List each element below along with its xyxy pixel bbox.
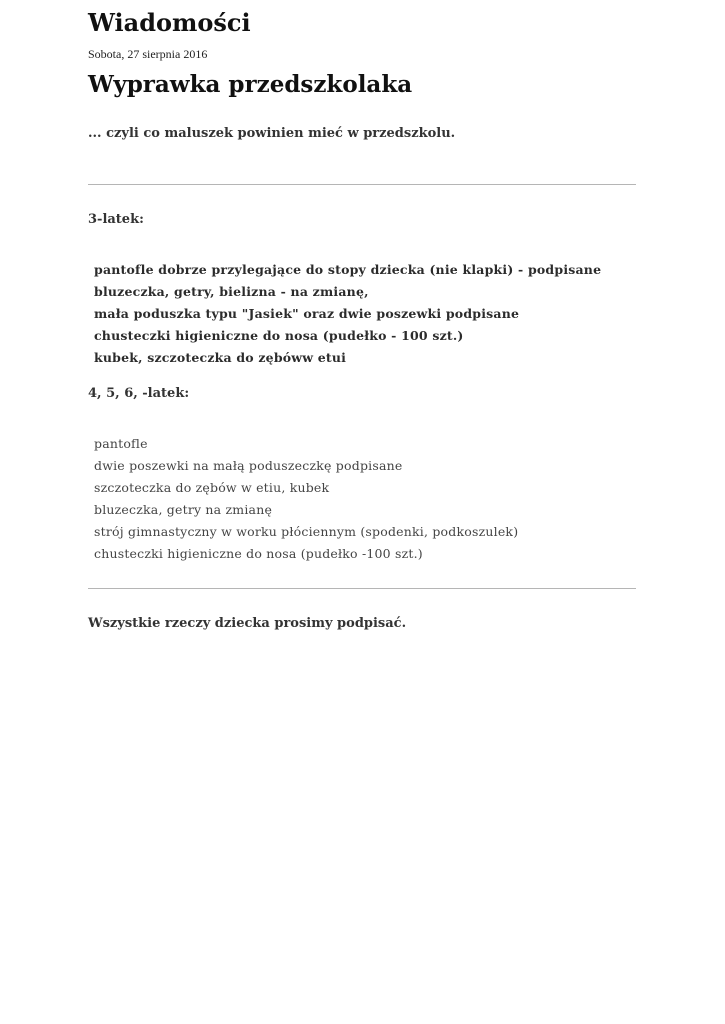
divider [88,184,636,185]
list-item: mała poduszka typu "Jasiek" oraz dwie poszewki podpisane [94,306,520,321]
section-title: Wiadomości [88,8,251,37]
list-item: bluzeczka, getry, bielizna - na zmianę, [94,284,369,299]
list-item: dwie poszewki na małą poduszeczkę podpisane [94,458,403,473]
list-item: kubek, szczoteczka do zębóww etui [94,350,347,365]
closing-note: Wszystkie rzeczy dziecka prosimy podpisać. [88,616,407,631]
article-lead: ... czyli co maluszek powinien mieć w przedszkolu. [88,126,456,141]
list-item: pantofle [94,436,148,451]
article-title: Wyprawka przedszkolaka [88,71,413,98]
list-4-6-latek [94,433,518,565]
list-item: chusteczki higieniczne do nosa (pudełko - 100 szt.) [94,328,464,343]
article-date: Sobota, 27 sierpnia 2016 [88,47,208,61]
list-3-latek [94,259,601,369]
list-item: pantofle dobrze przylegające do stopy dziecka (nie klapki) - podpisane [94,262,602,277]
group-title-4-6-latek: 4, 5, 6, -latek: [88,386,190,401]
list-item: strój gimnastyczny w worku płóciennym (spodenki, podkoszulek) [94,524,519,539]
list-item: szczoteczka do zębów w etiu, kubek [94,480,330,495]
list-item: chusteczki higieniczne do nosa (pudełko -100 szt.) [94,546,423,561]
divider [88,588,636,589]
group-title-3-latek: 3-latek: [88,212,144,227]
list-item: bluzeczka, getry na zmianę [94,502,273,517]
